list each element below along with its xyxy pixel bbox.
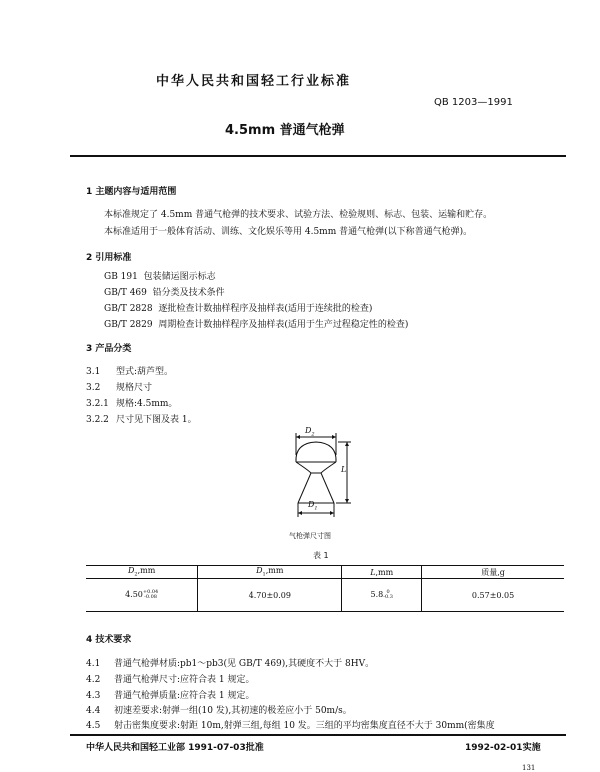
clause-number: 4.4 (86, 706, 101, 716)
clause-text: 普通气枪弹尺寸:应符合表 1 规定。 (114, 675, 255, 685)
table-title: 表 1 (313, 551, 329, 560)
clause-item (86, 396, 177, 409)
table-cell: 0.57±0.05 (422, 579, 564, 612)
standard-code: QB 1203—1991 (434, 97, 513, 108)
reference-title: 周期检查计数抽样程序及抽样表(适用于生产过程稳定性的检查) (158, 320, 409, 330)
table-cell: 5.8 0 -0.3 (342, 579, 422, 612)
clause-text: 初速差要求:射弹一组(10 发),其初速的极差应小于 50m/s。 (114, 706, 352, 716)
section-1-heading: 1 主题内容与适用范围 (86, 187, 177, 197)
section-1-paragraph-2: 本标准适用于一般体育活动、训练、文化娱乐等用 4.5mm 普通气枪弹(以下称普通气枪弹)。 (104, 227, 473, 237)
clause-text: 规格尺寸 (116, 383, 153, 393)
clause-text: 普通气枪弹质量:应符合表 1 规定。 (114, 691, 255, 701)
clause-text: 射击密集度要求:射距 10m,射弹三组,每组 10 发。三组的平均密集度直径不大于 30mm(密集度 (114, 721, 495, 731)
table-header-cell: $D_1,mm$ (198, 566, 342, 579)
effective-date: 1992-02-01实施 (465, 743, 541, 753)
clause-item (86, 364, 173, 377)
pellet-dimension-drawing (275, 425, 365, 525)
reference-item (104, 301, 372, 314)
clause-item (86, 688, 254, 701)
clause-item (86, 672, 254, 685)
reference-title: 铅分类及技术条件 (152, 288, 225, 298)
clause-number: 4.5 (86, 721, 101, 731)
reference-item (104, 317, 408, 330)
document-title: 4.5mm 普通气枪弹 (225, 123, 345, 138)
clause-number: 4.2 (86, 675, 101, 685)
reference-code: GB 191 (104, 272, 138, 282)
org-title: 中华人民共和国轻工行业标准 (156, 74, 352, 89)
d1-label: $D_1$ (308, 500, 318, 512)
table-header-cell: 质量,g (422, 566, 564, 579)
clause-number: 4.1 (86, 659, 101, 669)
header-divider (70, 155, 566, 157)
clause-number: 3.1 (86, 367, 101, 377)
section-2-heading: 2 引用标准 (86, 253, 132, 263)
l-label: L (341, 465, 347, 474)
section-4-heading: 4 技术要求 (86, 635, 132, 645)
clause-item (86, 380, 152, 393)
clause-item (86, 703, 352, 716)
section-3-heading: 3 产品分类 (86, 344, 132, 354)
clause-text: 规格:4.5mm。 (116, 399, 178, 409)
clause-number: 3.2.1 (86, 399, 109, 409)
table-cell: 4.70±0.09 (198, 579, 342, 612)
table-cell: 4.50 +0.04 -0.08 (86, 579, 198, 612)
page-number: 131 (522, 764, 536, 772)
clause-text: 普通气枪弹材质:pb1～pb3(见 GB/T 469),其硬度不大于 8HV。 (114, 659, 375, 669)
clause-text: 尺寸见下图及表 1。 (116, 415, 197, 425)
reference-code: GB/T 2828 (104, 304, 153, 314)
reference-item (104, 285, 225, 298)
reference-item (104, 269, 216, 282)
d2-label: $D_2$ (305, 426, 315, 438)
clause-item (86, 412, 197, 425)
dimension-table (86, 565, 564, 612)
figure-caption: 气枪弹尺寸图 (289, 532, 331, 540)
clause-number: 3.2.2 (86, 415, 109, 425)
clause-number: 3.2 (86, 383, 101, 393)
clause-item (86, 656, 374, 669)
table-header-cell: $D_2,mm$ (86, 566, 198, 579)
reference-code: GB/T 469 (104, 288, 147, 298)
reference-title: 逐批检查计数抽样程序及抽样表(适用于连续批的检查) (158, 304, 373, 314)
reference-title: 包装储运图示标志 (143, 272, 216, 282)
clause-number: 4.3 (86, 691, 101, 701)
reference-code: GB/T 2829 (104, 320, 153, 330)
footer-divider (70, 734, 566, 736)
table-row (86, 579, 564, 612)
clause-text: 型式:葫芦型。 (116, 367, 174, 377)
clause-item (86, 718, 495, 731)
table-header-row (86, 566, 564, 579)
table-header-cell: L,mm (342, 566, 422, 579)
section-1-paragraph-1: 本标准规定了 4.5mm 普通气枪弹的技术要求、试验方法、检验规则、标志、包装、运输和贮存。 (104, 210, 493, 220)
approval-note: 中华人民共和国轻工业部 1991-07-03批准 (86, 743, 264, 753)
